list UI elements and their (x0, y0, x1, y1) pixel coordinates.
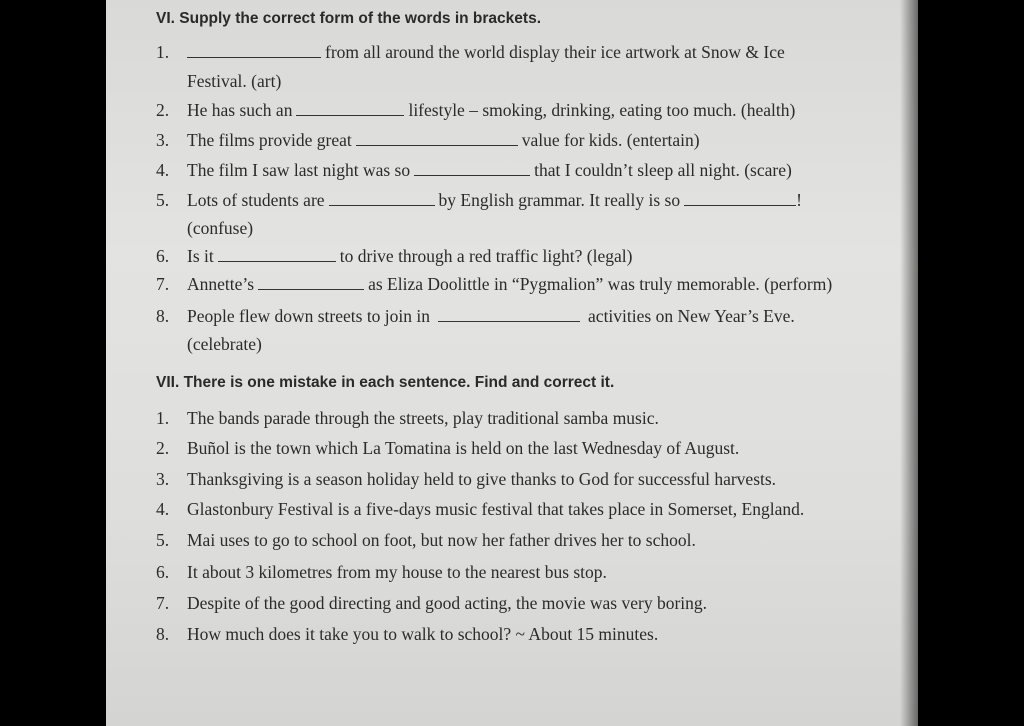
item-text: by English grammar. It really is so (438, 190, 681, 210)
item-number: 3. (156, 469, 170, 489)
item-text: value for kids. (entertain) (521, 130, 700, 150)
answer-blank (684, 191, 796, 206)
item-text: It about 3 kilometres from my house to the nearest bus stop. (187, 562, 607, 582)
textbook-page (106, 0, 918, 726)
page-edge-shadow (900, 0, 918, 726)
item-number: 6. (156, 562, 170, 582)
item-number: 4. (156, 499, 170, 519)
exercise-7-item-8 (156, 620, 876, 648)
item-text: Annette’s (187, 274, 255, 294)
item-text: Thanksgiving is a season holiday held to give thanks to God for successful harvests. (187, 469, 777, 489)
answer-blank (329, 191, 435, 206)
item-number: 3. (156, 130, 170, 150)
item-text: Buñol is the town which La Tomatina is held on the last Wednesday of August. (187, 438, 740, 458)
exercise-7-item-4 (156, 495, 876, 523)
item-number: 1. (156, 42, 170, 62)
item-text: Glastonbury Festival is a five-days music festival that takes place in Somerset, England. (187, 499, 805, 519)
answer-blank (218, 247, 336, 262)
item-text: that I couldn’t sleep all night. (scare) (534, 160, 792, 180)
exercise-7-item-3 (156, 465, 876, 493)
exercise-7-item-7 (156, 589, 876, 617)
item-number: 2. (156, 438, 170, 458)
item-number: 1. (156, 408, 170, 428)
item-text: from all around the world display their ice artwork at Snow & Ice (325, 42, 785, 62)
item-text: as Eliza Doolittle in “Pygmalion” was truly memorable. (perform) (368, 274, 833, 294)
answer-blank (438, 307, 580, 322)
section-6-title: VI. Supply the correct form of the words in brackets. (156, 10, 541, 27)
exercise-7-item-2 (156, 434, 876, 462)
item-text: People flew down streets to join in (187, 306, 431, 326)
item-number: 7. (156, 593, 170, 613)
item-text: Mai uses to go to school on foot, but now her father drives her to school. (187, 530, 696, 550)
answer-blank (414, 161, 530, 176)
exercise-7-item-1 (156, 404, 876, 432)
exercise-6-item-1 (156, 38, 876, 66)
exercise-6-item-5 (156, 186, 876, 214)
exercise-6-item-4 (156, 156, 876, 184)
item-text: The films provide great (187, 130, 352, 150)
item-text: Is it (187, 246, 214, 266)
answer-blank (356, 131, 518, 146)
answer-blank (187, 43, 321, 58)
exercise-6-item-5-continued: (confuse) (187, 218, 254, 238)
item-number: 7. (156, 274, 170, 294)
item-text: lifestyle – smoking, drinking, eating too much. (health) (408, 100, 796, 120)
item-number: 5. (156, 190, 170, 210)
item-text: Lots of students are (187, 190, 325, 210)
exercise-6-item-8-continued: (celebrate) (187, 334, 262, 354)
item-number: 8. (156, 624, 170, 644)
item-text: Despite of the good directing and good acting, the movie was very boring. (187, 593, 708, 613)
item-text: The bands parade through the streets, play traditional samba music. (187, 408, 659, 428)
exercise-6-item-1-continued: Festival. (art) (187, 71, 282, 91)
item-text: How much does it take you to walk to school? ~ About 15 minutes. (187, 624, 659, 644)
item-text: He has such an (187, 100, 293, 120)
item-number: 6. (156, 246, 170, 266)
item-number: 8. (156, 306, 170, 326)
item-text: ! (796, 190, 802, 210)
exercise-6-item-2 (156, 96, 876, 124)
item-number: 2. (156, 100, 170, 120)
exercise-6-item-3 (156, 126, 876, 154)
item-text: to drive through a red traffic light? (legal) (339, 246, 633, 266)
answer-blank (296, 101, 404, 116)
section-7-title: VII. There is one mistake in each sentence. Find and correct it. (156, 374, 615, 391)
item-text: activities on New Year’s Eve. (588, 306, 795, 326)
exercise-6-item-6 (156, 242, 876, 270)
exercise-6-item-7 (156, 270, 876, 298)
exercise-7-item-5 (156, 526, 876, 554)
answer-blank (258, 275, 364, 290)
item-number: 4. (156, 160, 170, 180)
exercise-6-item-8 (156, 302, 876, 330)
exercise-7-item-6 (156, 558, 876, 586)
item-number: 5. (156, 530, 170, 550)
item-text: The film I saw last night was so (187, 160, 411, 180)
